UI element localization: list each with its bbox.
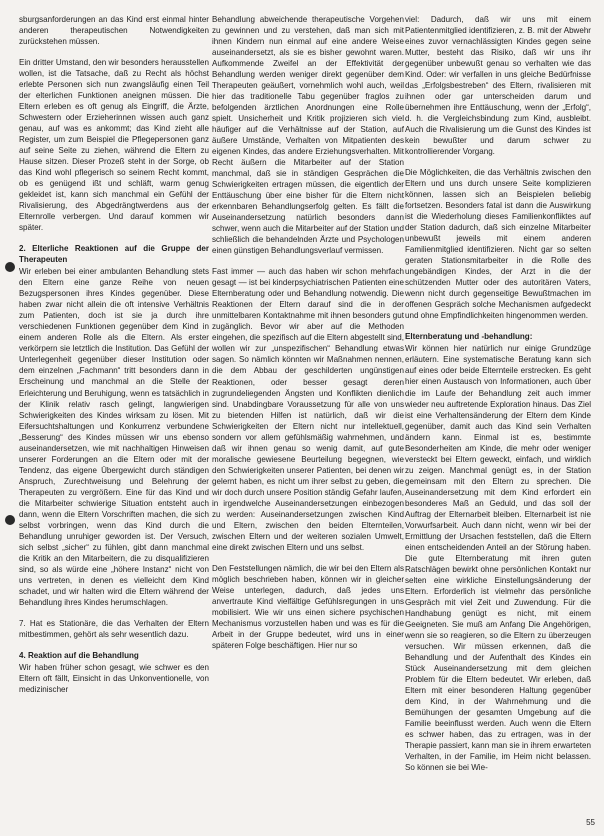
punch-hole bbox=[5, 515, 15, 525]
paragraph: Die Möglichkeiten, die das Verhältnis zwischen den Eltern und uns durch unsere Seite komplizieren können, lassen sich an Beispielen beliebig fortsetzen. Besonders fatal ist dann die Auswirkung ist die Wiederholung dieses Familienkonfliktes auf der Station dadurch, daß sich einzelne Mitarbeiter unbewußt jeweils mit einem anderen Familienmitglied identifizieren. Nicht gar so selten geraten Stationsmitarbeiter in die Rolle des ungebändigen Kindes, der Arzt in die der schützenden Mutter oder des autoritären Vaters, wenn nicht durch gegenseitige Bewußtmachen im offenen Gespräch solche Mechanismen aufgedeckt und ohne Empfindlichkeiten hingenommen werden. bbox=[405, 168, 591, 321]
paragraph: sburgsanforderungen an das Kind erst einmal hinter anderen therapeutischen Notwendigkeiten zurückstehen müssen. bbox=[19, 15, 209, 47]
page-number: 55 bbox=[586, 818, 595, 827]
text-column-right bbox=[405, 14, 591, 783]
punch-hole bbox=[5, 262, 15, 272]
paragraph: Behandlung abweichende therapeutische Vorgehen zu gewinnen und zu verstehen, daß man sich mit ihnen Kindern nun einmal auf eine andere Weise auseinandersetzt, als sie es bisher gewohnt waren. Aufkommende Zweifel an der Effektivität der Behandlung werden weniger direkt gegenüber dem Therapeuten geäußert, vornehmlich wohl auch, weil hier das traditionelle Tabu gegenüber fraglos zu befolgenden ärztlichen Anordnungen eine Rolle spielt. Unsicherheit und Kritik projizieren sich viel häufiger auf die Verhältnisse auf der Station, auf äußere Umstände, Verhalten von Mitpatienten des eigenen Kindes, das andere Erziehungsverhalten. Mit Recht äußern die Mitarbeiter auf der Station manchmal, daß sie in ständigen Gesprächen die Schwierigkeiten ertragen müssen, die eigentlich der Enttäuschung über eine bisher für die Eltern nicht erkennbaren Behandlungserfolg gelten. Es fällt die Auseinandersetzung natürlich besonders dann schwer, wenn auch die Mitarbeiter auf der Station und schließlich die behandelnden Ärzte und Psychologen einen günstigen Behandlungsverlauf vermissen. bbox=[212, 15, 404, 256]
paragraph: viel: Dadurch, daß wir uns mit einem Patientenmitglied identifizieren, z. B. mit der Abwehr eines zuvor vernachlässigten Kindes gegen seine Mutter, besteht das Risiko, daß wir uns ihr gegenüber unbewußt genau so verhalten wie das Kind. Oder: wir verfallen in uns gleiche Bedürfnisse das „Erfolgsbestreben“ des Eltern, rivalisieren mit ihnen oder gar unterscheiden darum und übernehmen ihre Enttäuschung, wenn der „Erfolg“, d. h. die Vergleichsbindung zum Kind, ausbleibt. Auch die Rivalisierung um die Gunst des Kindes ist kein bewußter und darum schwer zu kontrollierender Vorgang. bbox=[405, 15, 591, 157]
section-heading: Elternberatung und -behandlung: bbox=[405, 332, 533, 342]
text-column-left bbox=[19, 14, 209, 705]
section-heading: 2. Elterliche Reaktionen auf die Gruppe der Therapeuten bbox=[19, 244, 209, 265]
text-column-middle bbox=[212, 14, 404, 661]
section-heading: 4. Reaktion auf die Behandlung bbox=[19, 650, 139, 660]
paragraph: Wir haben früher schon gesagt, wie schwer es den Eltern oft fällt, Einsicht in das Unkonventionelle, von medizinischer bbox=[19, 662, 209, 694]
paragraph: 7. Hat es Stationäre, die das Verhalten der Eltern mitbestimmen, gehört als sehr wesentlich dazu. bbox=[19, 618, 209, 639]
paragraph: Den Feststellungen nämlich, die wir bei den Eltern als möglich beschrieben haben, können wir in gleicher Weise unterlegen, dadurch, daß jedes uns anvertraute Kind vielfältige Gefühlsregungen in uns mobilisiert. Wie wir uns einen sichere psychischen Mechanismus vorzustellen haben und was es für die Arbeit in der Gruppe bedeutet, wird uns in einer späteren Folge beschäftigen. Hier nur so bbox=[212, 563, 404, 650]
paragraph: Ein dritter Umstand, den wir besonders herausstellen wollen, ist die Tatsache, daß zu Recht als höchst erlebte Personen sich nun zwangsläufig einen Teil der elterlichen Funktionen aneignen müssen. Die Eltern erleben es oft genug als Eingriff, die Ärzte, Schwestern oder Erzieherinnen wissen auch ganz genau, auf was es ankommt; das Kind zieht alle Register, um zum Beispiel die Pflegepersonen ganz auf seine Seite zu ziehen, während die Eltern zu Hause sitzen. Dieser Prozeß steht in der Sorge, ob das Kind wohl pflegerisch so seinem Recht kommt, ob es genügend ißt und schläft, warm genug gekleidet ist, kann sich manchmal ein Gefühl der Rivalisierung, des Abgedrängtwerdens aus der Elternrolle verbergen. Und darauf kommen wir später. bbox=[19, 58, 209, 233]
paragraph: Fast immer — auch das haben wir schon mehrfach gesagt — ist bei kinderpsychiatrischen Patienten eine Elternberatung oder und Behandlung notwendig. Die Reaktionen der Eltern darauf sind die in der unmittelbaren Kontaktnahme mit ihnen besonders gut zugänglich. Bevor wir aber auf die Methoden eingehen, die spezifisch auf die Eltern abgestellt sind, wollen wir zur „unspezifischen“ Behandlung etwas sagen. So nämlich könnten wir Maßnahmen nennen, die dem Abbau der geschilderten ungünstigen Reaktionen, oder besser gesagt deren zugrundeliegenden Ängsten und Konflikten dienlich sind. Unabdingbare Voraussetzung für alle von uns zu bietenden Hilfen ist natürlich, daß wir die Schwierigkeiten der Eltern nicht nur intellektuell, sondern vor allem gefühlsmäßig wahrnehmen, und daß wir ihnen genau so wenig damit, auf gute moralische gewiesene Beurteilung begegnen, wie den Schwierigkeiten unserer Patienten, bei denen wir gelernt haben, es nicht um ihrer selbst zu geben, die wir doch durch unsere Position ständig Gefahr laufen, in irgendwelche Auseinandersetzungen einbezogen zu werden: Auseinandersetzungen zwischen Kind und Eltern, zwischen den beiden Elternteilen, zwischen Eltern und der weiteren sozialen Umwelt, eine direkt zwischen Eltern und uns selbst. bbox=[212, 267, 404, 552]
paragraph: Wir erleben bei einer ambulanten Behandlung stets den Eltern eine ganze Reihe von neuen Bezugspersonen ihres Kindes gegenüber. Diese haben zwar nicht allein die oft intensive Verhältnis zum Patienten, doch ist sie ja durch ihre verschiedenen Funktionen gegenüber dem Kind in einem anderen Rolle als die Eltern. Als erster verkörpern sie letztlich die Institution. Das Gefühl der Unterlegenheit gegenüber dieser Institution oder dem einzelnen „Fachmann“ tritt besonders dann in Erscheinung und manchmal an die Stelle der Erleichterung und Beruhigung, wenn es tatsächlich in der Klinik relativ rasch gelingt, langwierigen Schwierigkeiten des Kindes wirksam zu lösen. Mit Eifersuchtshaltungen und Konkurrenz verbundene „Besserung“ des Kindes müssen wir uns ebenso auseinandersetzen, wie mit nachhaltigen Hinweisen unserer Forderungen an die Eltern oder mit der Tendenz, das eigene Übergewicht durch ständigen Anspruch, Zurechtweisung und Belehrung der Therapeuten zu vergrößern. Eine für das Kind und die Mitarbeiter schwierige Situation entsteht auch dann, wenn die Eltern Vorschriften machen, die sich selbst vorbringen, wenn das Kind durch die Behandlung unruhiger geworden ist. Der Versuch, sich selbst „sicher“ zu fühlen, gibt dann manchmal die Kritik an den Mitarbeitern, die zu disqualifizieren sind, so als würde eine „höhere Instanz“ nicht von uns vertreten, in denen es vielleicht dem Kind schadet, und wir halten wird die Eltern während der Behandlung ihres Kindes herumschlagen. bbox=[19, 267, 209, 607]
paragraph: Wir können hier natürlich nur einige Grundzüge erläutern. Eine systematische Beratung kann sich auf eines oder beide Elternteile erstrecken. Es geht hier einen Austausch von Informationen, auch über die im Laufe der Behandlung zeit auch immer wieder neu auftretende Exploration hinaus. Das Ziel ist eine Verhaltensänderung der Eltern dem Kinde gegenüber, damit auch das Kind sein Verhalten ändern kann. Einmal ist es, bestimmte Besonderheiten am Kinde, die mehr oder weniger versteckt bei Eltern geweckt, einfach, und wirklich zu zeigen. Manchmal genügt es, in der Station gemeinsam mit den Eltern zu sprechen. Die Auseinandersetzung mit dem Kind erfordert ein besonderes Maß an Geduld, und das soll der Auftrag der Elternarbeit bleiben. Elternarbeit ist nie Vorwurfsarbeit. Auch dann nicht, wenn wir bei der Ermittlung der Ursachen feststellen, daß die Eltern einen entscheidenden Anteil an der Störung haben. Die gute Elternberatung mit ihren guten Ratschlägen bewirkt ohne persönlichen Kontakt nur selten eine wirkliche Einstellungsänderung der Eltern. Erforderlich ist vielmehr das persönliche Gespräch mit viel Zeit und Zuwendung. Für die Handhabung genügt es nicht, mit einem Geeigneten. Sie muß am Anfang Die Angehörigen, wenn sie so reagieren, so die Eltern zu überzeugen versuchen. Wir müssen erkennen, daß die Behandlung und der Aufenthalt des Kindes ein Stück Auseinandersetzung mit dem gleichen Problem für die Eltern bedeutet. Wir erleben, daß Eltern mit einer besonderen Haltung gegenüber dem Kind, in der Wahrnehmung und die Bemühungen der gesamten Umgebung auf die Familie beeinflusst werden. Auch wenn die Eltern es schwer haben, das zu ertragen, was in der Therapie passiert, kann man sie in ihrem erwarteten Verhalten, in der Familie, im Heim nicht belassen. So können sie bei Wie- bbox=[405, 344, 591, 773]
